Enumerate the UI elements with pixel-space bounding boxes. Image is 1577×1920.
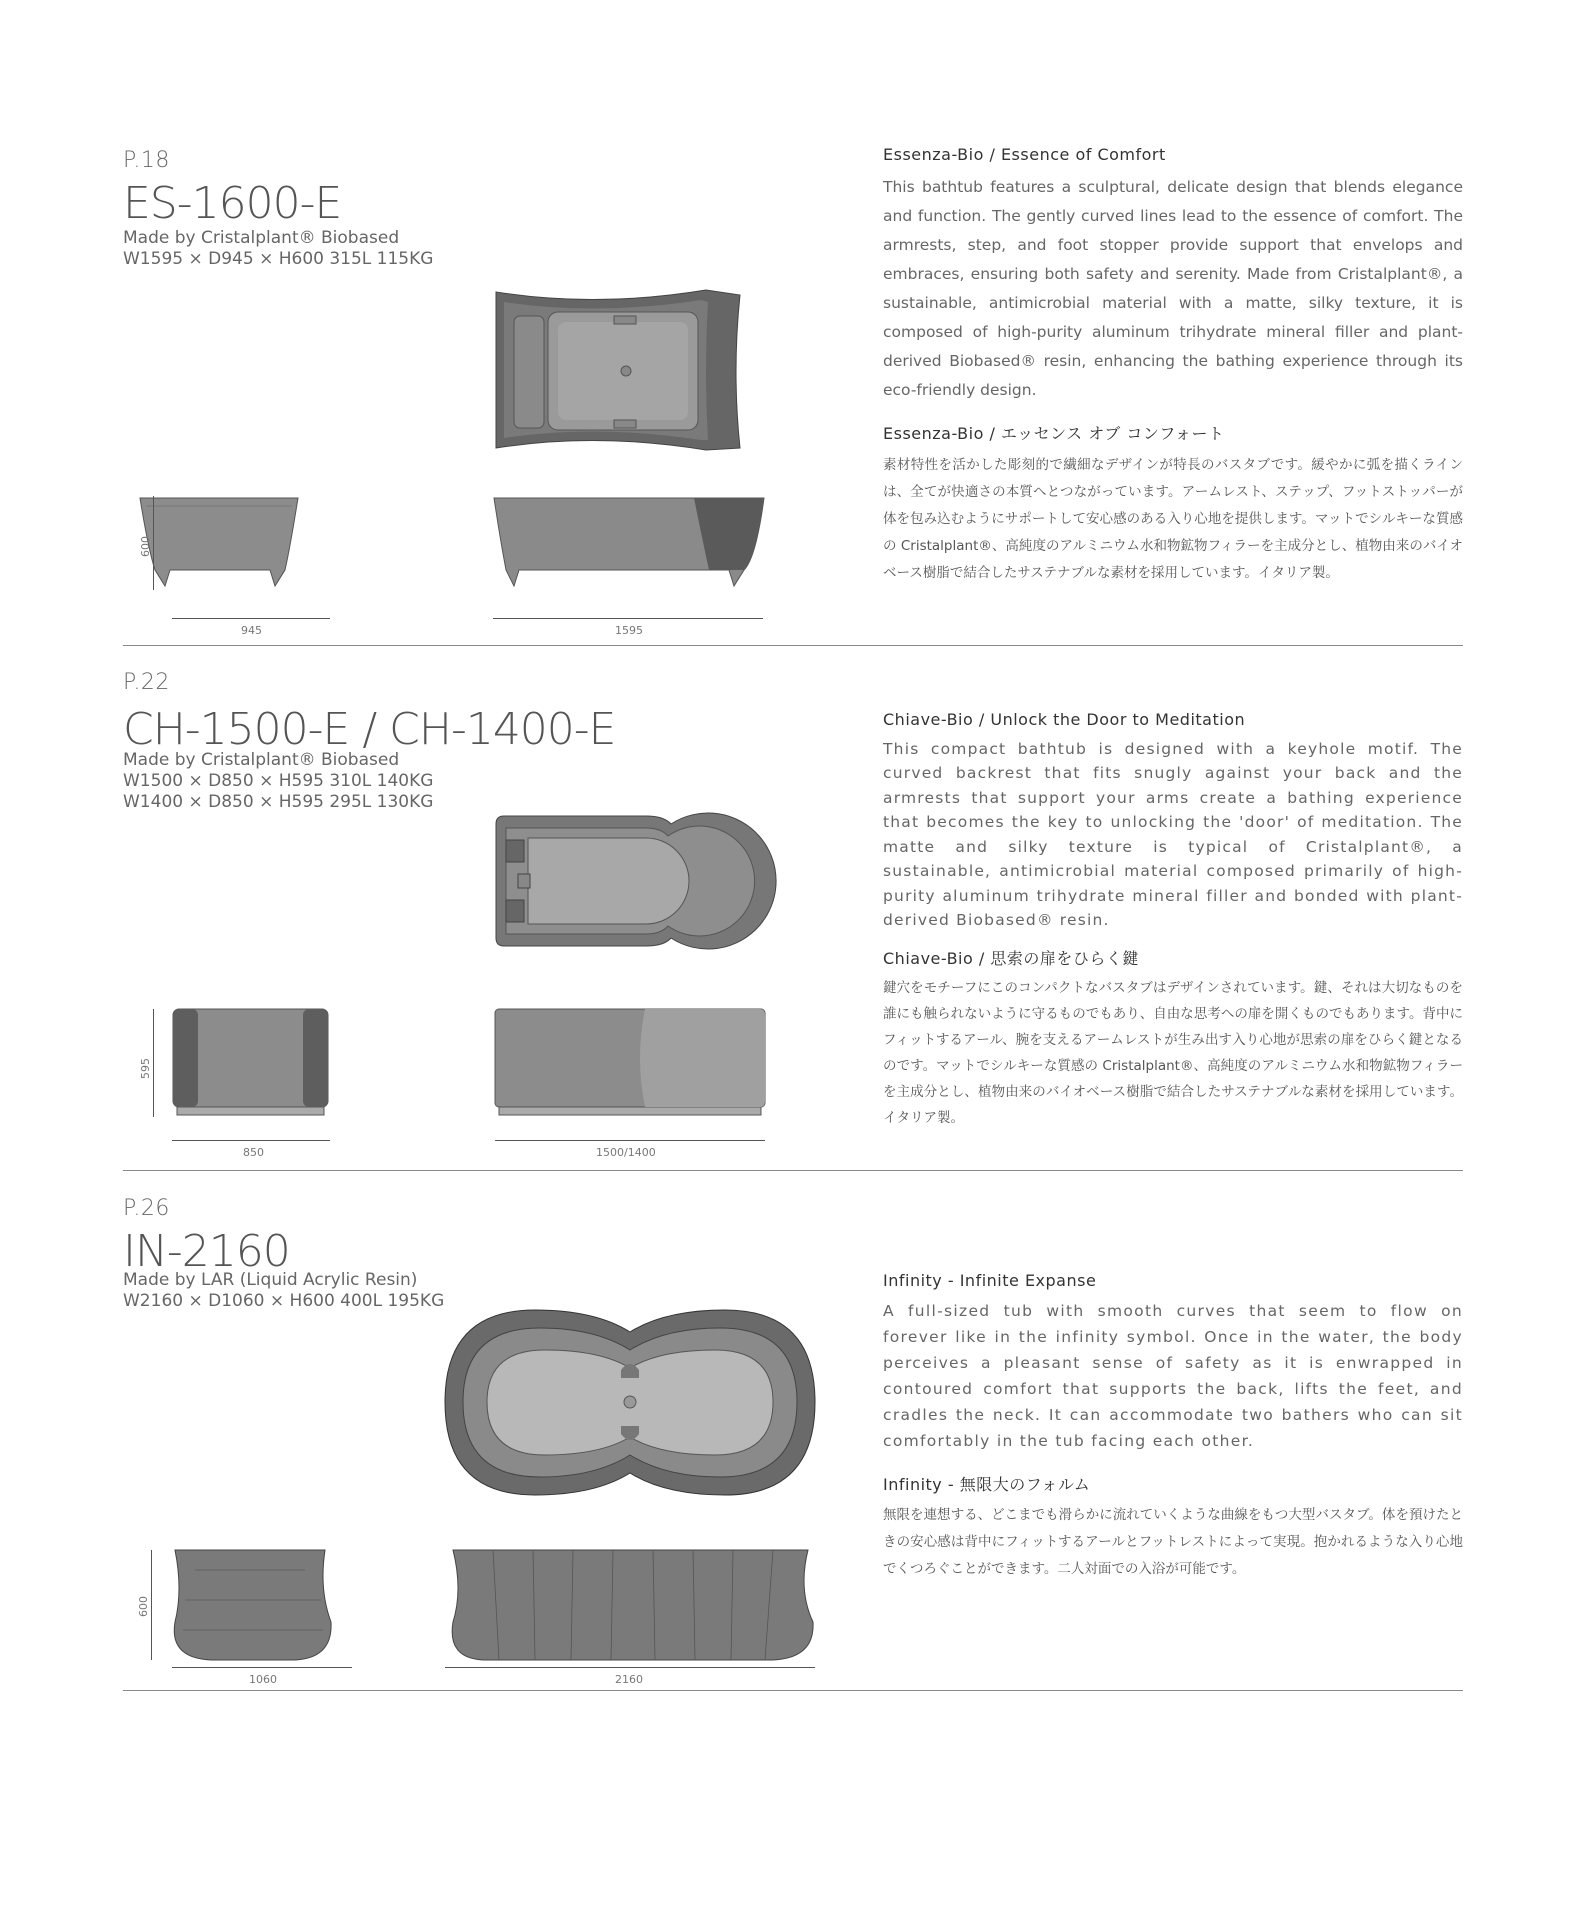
japanese-title: Chiave-Bio / 思索の扉をひらく鍵 <box>883 948 1139 968</box>
japanese-text: 鍵穴をモチーフにこのコンパクトなバスタブはデザインされています。鍵、それは大切なものを誰にも触られないように守るものでもあり、自由な思考への扉を開くものでもあります。背中にフィットするアール、腕を支えるアームレストが生み出す入り心地が思索の扉をひらく鍵となるのです。マットでシルキーな質感の Cristalplant®、高純度のアルミニウム水和物鉱物フィラーを主成分とし、植物由来のバイオベース樹脂で結合したサステナブルな素材を採用しています。イタリア製。 <box>883 980 1463 1126</box>
page-reference: P.18 <box>123 148 170 173</box>
height-dimension: 600 <box>137 1596 150 1617</box>
page-reference: P.26 <box>123 1196 170 1221</box>
section-divider <box>123 1170 1463 1171</box>
width-dimension: 2160 <box>615 1673 643 1686</box>
bathtub-side-view <box>453 1550 823 1670</box>
english-text: A full-sized tub with smooth curves that seem to flow on forever like in the infinity symbol. Once in the water, the body perceives a pleasant sense of safety as it is enwrapped in contoured comfort that supports the back, lifts the feet, and cradles the neck. It can accommodate two bathers who can sit comfortably in the tub facing each other. <box>883 1302 1463 1450</box>
height-dimension-line <box>153 496 154 590</box>
width-dimension-line <box>495 1140 765 1141</box>
height-dimension-line <box>153 1009 154 1117</box>
bathtub-top-view <box>496 290 786 450</box>
english-text: This bathtub features a sculptural, delicate design that blends elegance and function. The gently curved lines lead to the essence of comfort. The armrests, step, and foot stopper provide support that envelops and embraces, ensuring both safety and serenity. Made from Cristalplant®, a sustainable, antimicrobial material with a matte, silky texture, it is composed of high-purity aluminum trihydrate mineral filler and plant-derived Biobased® resin, enhancing the bathing experience through its eco-friendly design. <box>883 178 1463 399</box>
depth-dimension-line <box>172 1667 352 1668</box>
english-title: Infinity - Infinite Expanse <box>883 1271 1097 1290</box>
depth-dimension: 1060 <box>249 1673 277 1686</box>
bathtub-side-view <box>494 498 794 598</box>
bathtub-end-view <box>140 498 300 598</box>
width-dimension-line <box>493 618 763 619</box>
bathtub-side-view <box>495 1009 775 1119</box>
depth-dimension-line <box>172 618 330 619</box>
model-name: CH-1500-E / CH-1400-E <box>123 704 616 755</box>
section-divider <box>123 645 1463 646</box>
japanese-text: 素材特性を活かした彫刻的で繊細なデザインが特長のバスタブです。緩やかに弧を描くラインは、全てが快適さの本質へとつながっています。アームレスト、ステップ、フットストッパーが体を包み込むようにサポートして安心感のある入り心地を提供します。マットでシルキーな質感の Cristalplant®、高純度のアルミニウム水和物鉱物フィラーを主成分とし、植物由来のバイオベース樹脂で結合したサステナブルな素材を採用しています。イタリア製。 <box>883 457 1463 581</box>
bathtub-top-view <box>445 1310 815 1495</box>
bathtub-top-view <box>496 816 766 946</box>
description-block <box>883 1268 1463 1583</box>
product-es-1600-e <box>123 140 1463 640</box>
material-line: Made by Cristalplant® Biobased <box>123 228 400 248</box>
english-title: Chiave-Bio / Unlock the Door to Meditation <box>883 710 1246 729</box>
japanese-title: Infinity - 無限大のフォルム <box>883 1475 1091 1494</box>
section-divider <box>123 1690 1463 1691</box>
width-dimension-line <box>445 1667 815 1668</box>
description-block <box>883 140 1463 587</box>
material-line: Made by LAR (Liquid Acrylic Resin) <box>123 1270 418 1290</box>
depth-dimension: 945 <box>241 624 262 637</box>
height-dimension: 600 <box>139 536 152 557</box>
english-title: Essenza-Bio / Essence of Comfort <box>883 145 1166 164</box>
japanese-title: Essenza-Bio / エッセンス オブ コンフォート <box>883 424 1225 443</box>
model-name: ES-1600-E <box>123 178 342 229</box>
description-block <box>883 708 1463 1131</box>
spec-line: W1595 × D945 × H600 315L 115KG <box>123 249 434 269</box>
depth-dimension-line <box>172 1140 330 1141</box>
spec-line: W1400 × D850 × H595 295L 130KG <box>123 792 434 812</box>
spec-line: W1500 × D850 × H595 310L 140KG <box>123 771 434 791</box>
height-dimension-line <box>151 1550 152 1660</box>
height-dimension: 595 <box>139 1058 152 1079</box>
model-name: IN-2160 <box>123 1226 290 1277</box>
bathtub-end-view <box>173 1009 333 1119</box>
product-ch-1500-e <box>123 664 1463 1174</box>
page-reference: P.22 <box>123 670 170 695</box>
japanese-text: 無限を連想する、どこまでも滑らかに流れていくような曲線をもつ大型バスタブ。体を預けたときの安心感は背中にフィットするアールとフットレストによって実現。抱かれるような入り心地でくつろぐことができます。二人対面での入浴が可能です。 <box>883 1507 1463 1577</box>
width-dimension: 1500/1400 <box>596 1146 656 1159</box>
bathtub-end-view <box>175 1550 335 1670</box>
spec-line: W2160 × D1060 × H600 400L 195KG <box>123 1291 445 1311</box>
depth-dimension: 850 <box>243 1146 264 1159</box>
english-text: This compact bathtub is designed with a keyhole motif. The curved backrest that fits snugly against your back and the armrests that support your arms create a bathing experience that becomes the key to unlocking the 'door' of meditation. The matte and silky texture is typical of Cristalplant®, a sustainable, antimicrobial material composed primarily of high-purity aluminum trihydrate mineral filler and bonded with plant-derived Biobased® resin. <box>883 739 1463 929</box>
material-line: Made by Cristalplant® Biobased <box>123 750 400 770</box>
width-dimension: 1595 <box>615 624 643 637</box>
product-in-2160 <box>123 1190 1463 1690</box>
